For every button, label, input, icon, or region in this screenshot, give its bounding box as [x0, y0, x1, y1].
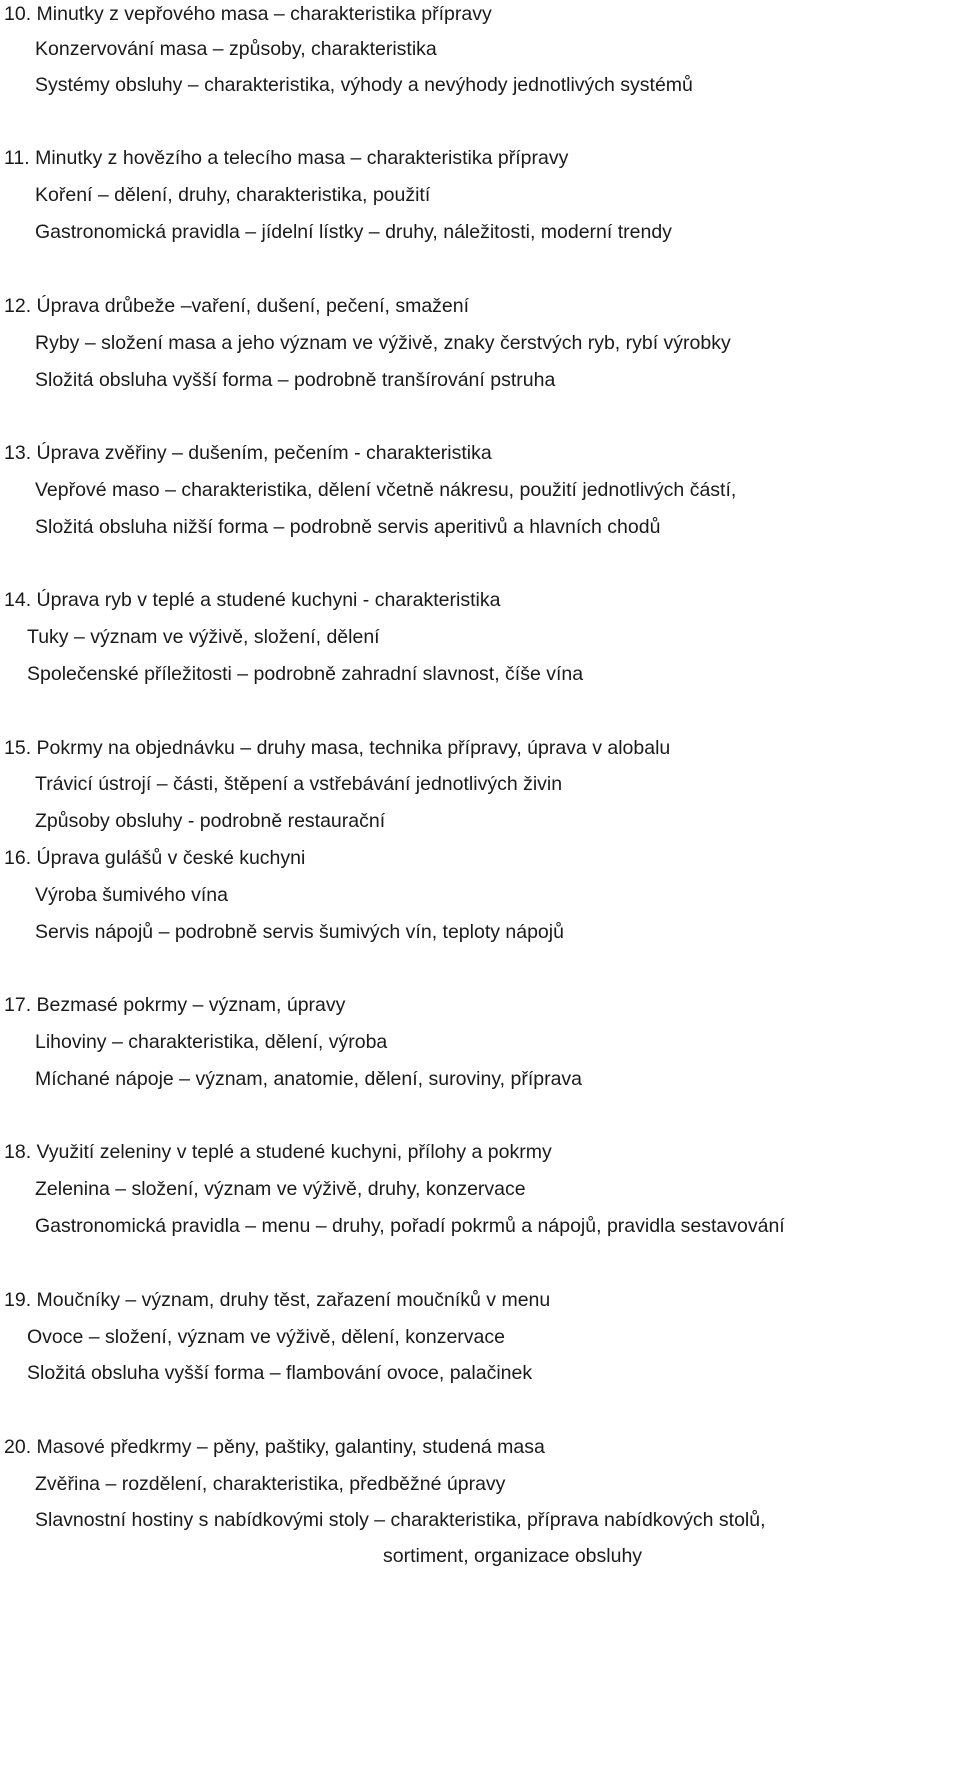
item-12-line-1: Ryby – složení masa a jeho význam ve výživě, znaky čerstvých ryb, rybí výrobky: [35, 332, 731, 354]
item-20-line-3: sortiment, organizace obsluhy: [383, 1545, 643, 1567]
item-10-heading: 10. Minutky z vepřového masa – charakteristika přípravy: [4, 3, 492, 25]
item-13-heading: 13. Úprava zvěřiny – dušením, pečením - charakteristika: [4, 442, 492, 464]
item-15-heading: 15. Pokrmy na objednávku – druhy masa, technika přípravy, úprava v alobalu: [4, 737, 671, 759]
item-16-line-2: Servis nápojů – podrobně servis šumivých vín, teploty nápojů: [35, 921, 564, 943]
item-20-heading: 20. Masové předkrmy – pěny, paštiky, galantiny, studená masa: [4, 1436, 545, 1458]
item-12-line-2: Složitá obsluha vyšší forma – podrobně tranšírování pstruha: [35, 369, 556, 391]
item-17-line-2: Míchané nápoje – význam, anatomie, dělení, suroviny, příprava: [35, 1068, 583, 1090]
item-18-heading: 18. Využití zeleniny v teplé a studené kuchyni, přílohy a pokrmy: [4, 1141, 552, 1163]
item-19-line-1: Ovoce – složení, význam ve výživě, dělení, konzervace: [27, 1326, 505, 1348]
item-19-line-2: Složitá obsluha vyšší forma – flambování ovoce, palačinek: [27, 1362, 533, 1384]
item-14-line-2: Společenské příležitosti – podrobně zahradní slavnost, číše vína: [27, 663, 584, 685]
item-20-line-1: Zvěřina – rozdělení, charakteristika, předběžné úpravy: [35, 1473, 506, 1495]
item-17-line-1: Lihoviny – charakteristika, dělení, výroba: [35, 1031, 388, 1053]
item-16-heading: 16. Úprava gulášů v české kuchyni: [4, 847, 306, 869]
item-13-line-2: Složitá obsluha nižší forma – podrobně servis aperitivů a hlavních chodů: [35, 516, 661, 538]
item-20-line-2: Slavnostní hostiny s nabídkovými stoly – charakteristika, příprava nabídkových stolů,: [35, 1509, 766, 1531]
item-12-heading: 12. Úprava drůbeže –vaření, dušení, pečení, smažení: [4, 295, 470, 317]
item-18-line-2: Gastronomická pravidla – menu – druhy, pořadí pokrmů a nápojů, pravidla sestavování: [35, 1215, 785, 1237]
item-11-line-2: Gastronomická pravidla – jídelní lístky – druhy, náležitosti, moderní trendy: [35, 221, 672, 243]
item-19-heading: 19. Moučníky – význam, druhy těst, zařazení moučníků v menu: [4, 1289, 551, 1311]
item-17-heading: 17. Bezmasé pokrmy – význam, úpravy: [4, 994, 346, 1016]
item-18-line-1: Zelenina – složení, význam ve výživě, druhy, konzervace: [35, 1178, 526, 1200]
item-10-line-2: Systémy obsluhy – charakteristika, výhody a nevýhody jednotlivých systémů: [35, 74, 693, 96]
item-13-line-1: Vepřové maso – charakteristika, dělení včetně nákresu, použití jednotlivých částí,: [35, 479, 737, 501]
item-16-line-1: Výroba šumivého vína: [35, 884, 228, 906]
item-11-heading: 11. Minutky z hovězího a telecího masa – charakteristika přípravy: [4, 147, 569, 169]
item-15-line-2: Způsoby obsluhy - podrobně restaurační: [35, 810, 386, 832]
item-11-line-1: Koření – dělení, druhy, charakteristika, použití: [35, 184, 431, 206]
item-14-line-1: Tuky – význam ve výživě, složení, dělení: [27, 626, 380, 648]
item-10-line-1: Konzervování masa – způsoby, charakteristika: [35, 38, 437, 60]
item-14-heading: 14. Úprava ryb v teplé a studené kuchyni - charakteristika: [4, 589, 501, 611]
item-15-line-1: Trávicí ústrojí – části, štěpení a vstřebávání jednotlivých živin: [35, 773, 563, 795]
